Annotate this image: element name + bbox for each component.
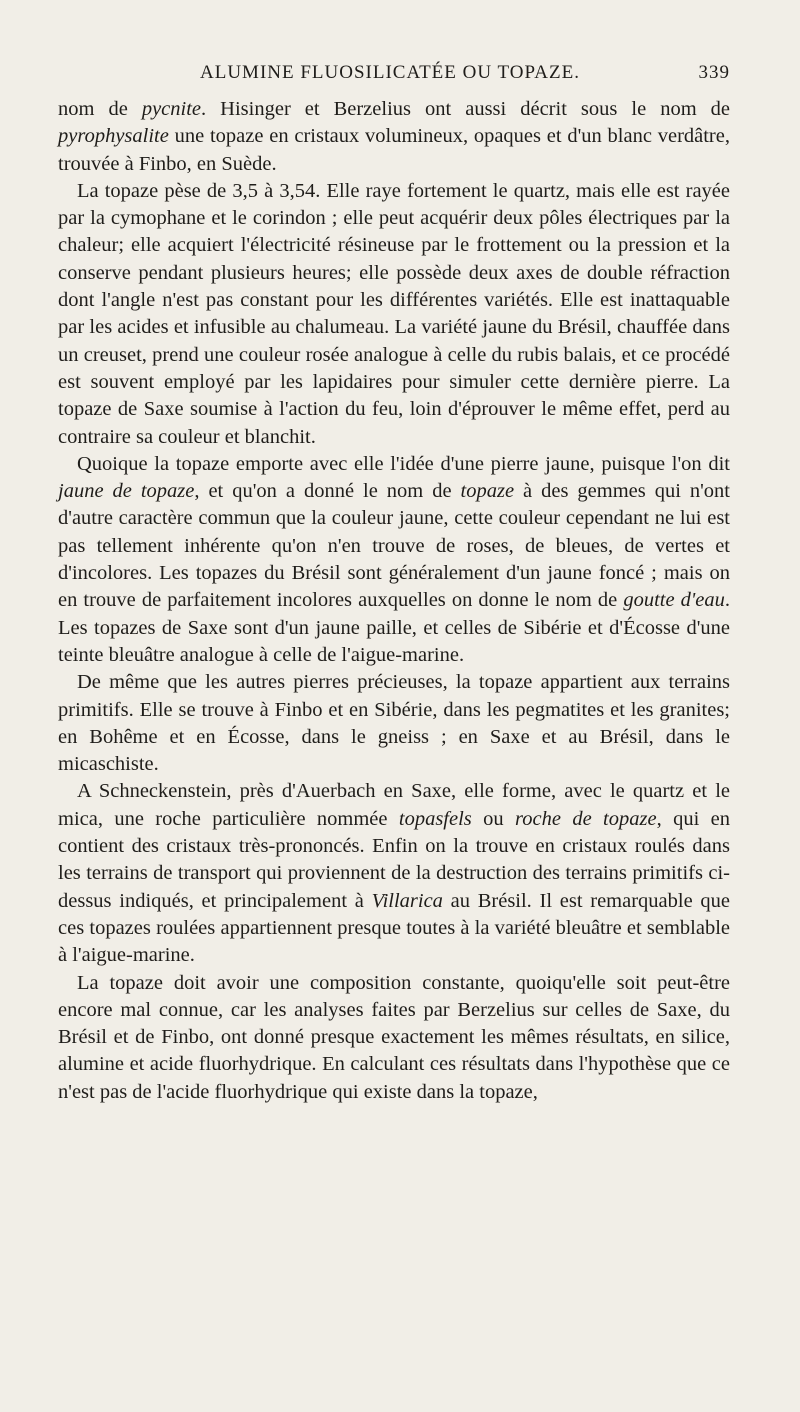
text-run: , qui en contient des cristaux très-prononcés. Enfin on la trouve en cristaux roulés dans les terrains de transport qui proviennent de la destruction des terrains primitifs ci-dessus indiqués, et principalement à bbox=[58, 807, 730, 912]
text-run: à des gemmes qui n'ont d'autre caractère commun que la couleur jaune, cette couleur cependant ne lui est pas tellement inhérente qu'on n'en trouve de roses, de bleues, de vertes et d'incolores. Les topazes du Brésil sont généralement d'un jaune foncé ; mais on en trouve de parfaitement incolores auxquelles on donne le nom de bbox=[58, 480, 730, 612]
text-run: au Brésil. Il est remarquable que ces topazes roulées appartiennent presque toutes à la variété bleuâtre et semblable à l'aigue-marine. bbox=[58, 889, 731, 967]
body-text bbox=[58, 96, 730, 1106]
text-run: nom de bbox=[58, 98, 142, 120]
italic-term: Villarica bbox=[371, 889, 443, 912]
text-run: La topaze pèse de 3,5 à 3,54. Elle raye fortement le quartz, mais elle est rayée par la cymophane et le corindon ; elle peut acquérir deux pôles électriques par la chaleur; elle acquiert l'électricité résineuse par le frottement ou la pression et la conserve pendant plusieurs heures; elle possède deux axes de double réfraction dont l'angle n'est pas constant pour les différentes variétés. Elle est inattaquable par les acides et infusible au chalumeau. La variété jaune du Brésil, chauffée dans un creuset, prend une couleur rosée analogue à celle du rubis balais, et ce procédé est souvent employé par les lapidaires pour simuler cette dernière pierre. La topaze de Saxe soumise à l'action du feu, loin d'éprouver le même effet, perd au contraire sa couleur et blanchit. bbox=[58, 179, 730, 448]
italic-term: pycnite bbox=[141, 98, 202, 120]
text-run: . Hisinger et Berzelius ont aussi décrit sous le nom de bbox=[201, 98, 731, 120]
page-number: 339 bbox=[698, 62, 730, 83]
paragraph-2 bbox=[58, 178, 730, 451]
text-run: La topaze doit avoir une composition constante, quoiqu'elle soit peut-être encore mal connue, car les analyses faites par Berzelius sur celles de Saxe, du Brésil et de Finbo, ont donné presque exactement les mêmes résultats, en silice, alumine et acide fluorhydrique. En calculant ces résultats dans l'hypothèse que ce n'est pas de l'acide fluorhydrique qui existe dans la topaze, bbox=[58, 971, 730, 1103]
italic-term: roche de topaze bbox=[515, 807, 657, 830]
italic-term: topaze bbox=[460, 480, 515, 503]
italic-term: topasfels bbox=[398, 807, 472, 830]
running-title: ALUMINE FLUOSILICATÉE OU TOPAZE. bbox=[200, 62, 580, 83]
text-run: A Schneckenstein, près d'Auerbach en Saxe, elle forme, avec le quartz et le mica, une roche particulière nommée bbox=[58, 780, 730, 830]
text-run: une topaze en cristaux volumineux, opaques et d'un blanc verdâtre, trouvée à Finbo, en Suède. bbox=[58, 125, 730, 175]
text-run: , et qu'on a donné le nom de bbox=[194, 480, 461, 503]
paragraph-4 bbox=[58, 669, 730, 778]
running-header bbox=[58, 62, 730, 92]
italic-term: pyrophysalite bbox=[58, 125, 169, 148]
italic-term: jaune de topaze bbox=[58, 480, 195, 503]
text-run: . Les topazes de Saxe sont d'un jaune paille, et celles de Sibérie et d'Écosse d'une teinte bleuâtre analogue à celle de l'aigue-marine. bbox=[58, 589, 730, 666]
paragraph-1 bbox=[58, 96, 730, 178]
text-run: De même que les autres pierres précieuses, la topaze appartient aux terrains primitifs. Elle se trouve à Finbo et en Sibérie, dans les pegmatites et les granites; en Bohême et en Écosse, dans le gneiss ; en Saxe et au Brésil, dans le micaschiste. bbox=[58, 671, 730, 776]
italic-term: goutte d'eau bbox=[623, 589, 725, 612]
text-run: Quoique la topaze emporte avec elle l'idée d'une pierre jaune, puisque l'on dit bbox=[77, 452, 730, 475]
paragraph-5 bbox=[58, 778, 730, 969]
paragraph-3 bbox=[58, 451, 730, 669]
text-run: ou bbox=[471, 807, 516, 830]
paragraph-6 bbox=[58, 970, 730, 1106]
